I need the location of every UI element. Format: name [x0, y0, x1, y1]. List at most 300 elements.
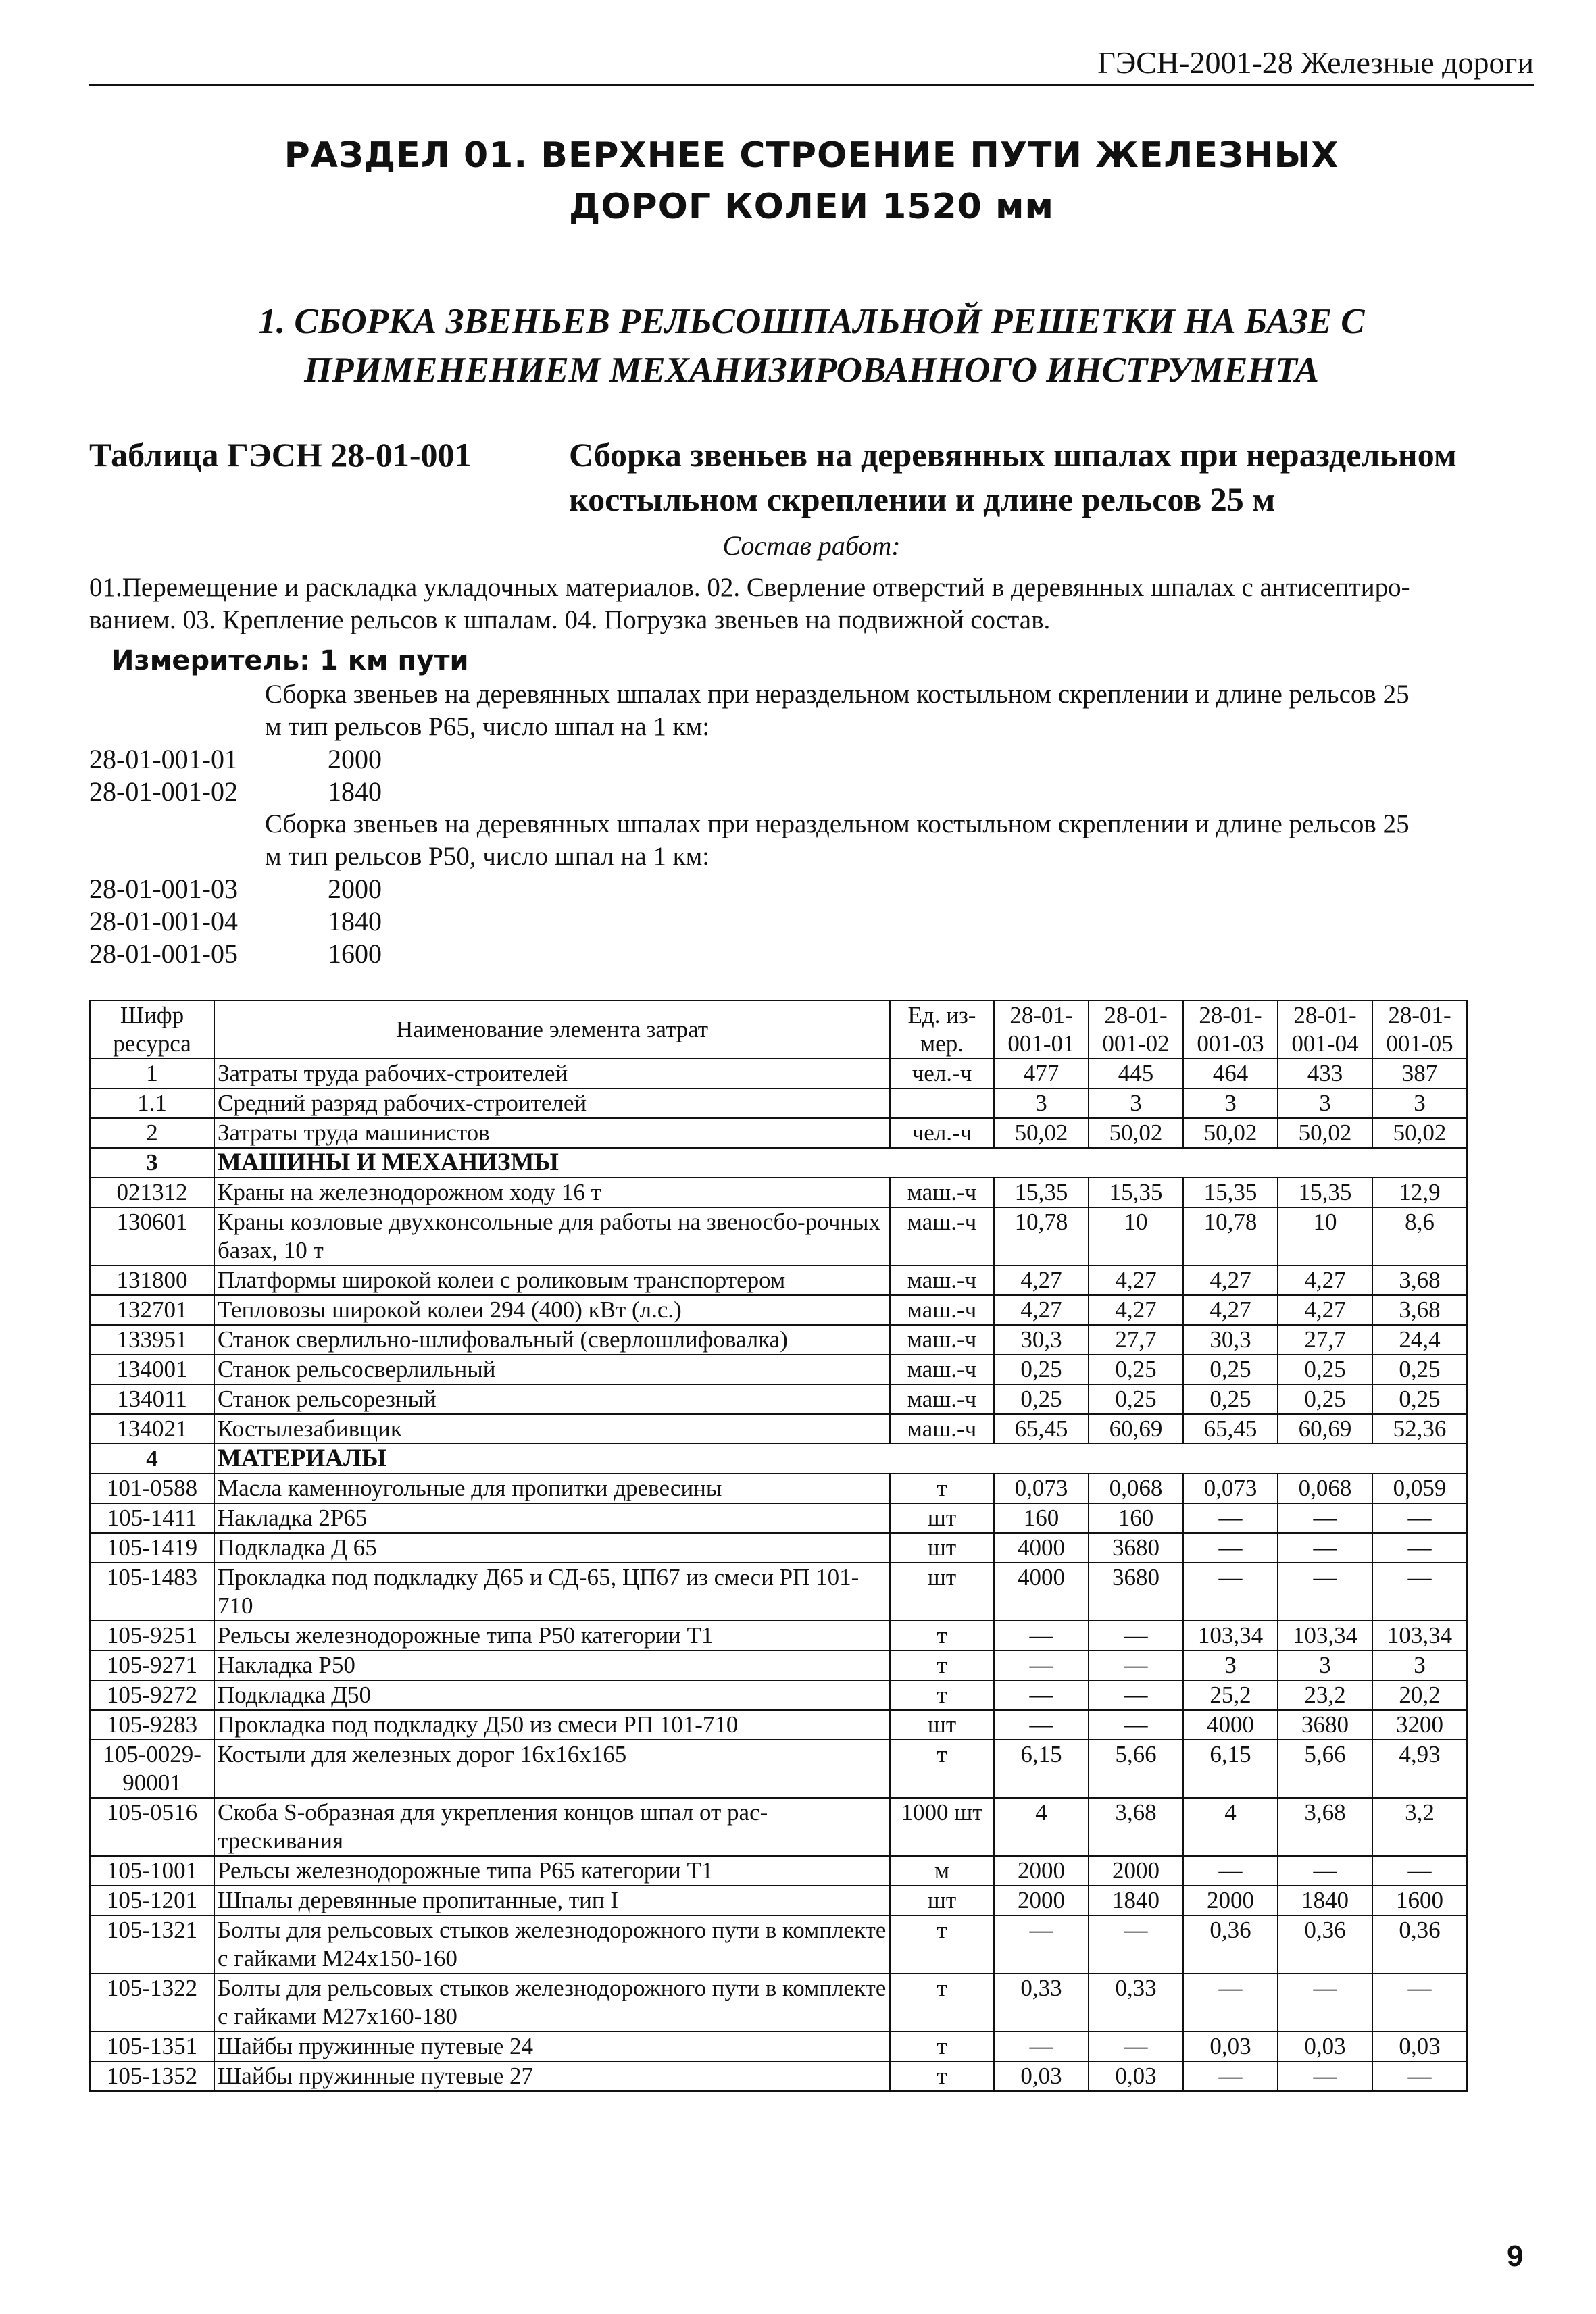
- norm-value-cell: 24,4: [1372, 1325, 1467, 1355]
- table-name-line: костыльном скреплении и длине рельсов 25 м: [569, 480, 1276, 518]
- header-norm-col: [1372, 1001, 1467, 1059]
- resource-code: 105-1001: [90, 1856, 214, 1886]
- norm-value-cell: 15,35: [1278, 1178, 1372, 1207]
- norm-value-cell: 4,27: [1089, 1295, 1183, 1325]
- norm-value-cell: 0,03: [1183, 2032, 1278, 2061]
- table-row: [90, 1740, 1467, 1798]
- resource-unit: т: [890, 1740, 994, 1798]
- norm-value-cell: 23,2: [1278, 1680, 1372, 1710]
- norm-value-cell: 2000: [1183, 1886, 1278, 1915]
- resource-name: Костылезабивщик: [214, 1414, 890, 1444]
- header-norm-line: 001-04: [1291, 1030, 1359, 1057]
- resource-unit: маш.-ч: [890, 1414, 994, 1444]
- subsection-title-line: ПРИМЕНЕНИЕМ МЕХАНИЗИРОВАННОГО ИНСТРУМЕНТА: [304, 351, 1319, 390]
- works-description: [89, 572, 1534, 636]
- norm-value-cell: 0,36: [1278, 1915, 1372, 1973]
- norm-value-cell: 0,33: [994, 1973, 1089, 2032]
- norm-value-cell: 27,7: [1278, 1325, 1372, 1355]
- norm-value-cell: 10: [1089, 1207, 1183, 1265]
- resource-unit: маш.-ч: [890, 1355, 994, 1384]
- resource-code: 105-9251: [90, 1621, 214, 1651]
- norm-group-description: [265, 678, 1534, 743]
- norm-value-cell: —: [1278, 1533, 1372, 1563]
- norm-value-cell: 0,25: [1278, 1355, 1372, 1384]
- resource-unit: т: [890, 2032, 994, 2061]
- works-line: ванием. 03. Крепление рельсов к шпалам. 04. Погрузка звеньев на подвижной состав.: [89, 605, 1051, 634]
- norm-value-cell: 15,35: [1183, 1178, 1278, 1207]
- resource-name: Накладка 2Р65: [214, 1503, 890, 1533]
- resource-unit: чел.-ч: [890, 1118, 994, 1148]
- resource-table: [89, 1000, 1468, 2092]
- running-head: ГЭСН-2001-28 Железные дороги: [89, 42, 1534, 86]
- norm-value-cell: 4,27: [994, 1295, 1089, 1325]
- norm-value-cell: —: [994, 1680, 1089, 1710]
- norm-value-cell: —: [1278, 2061, 1372, 2091]
- table-row: [90, 1059, 1467, 1088]
- norm-code: 28-01-001-04: [89, 906, 238, 936]
- norm-value-cell: —: [1372, 1533, 1467, 1563]
- resource-unit: шт: [890, 1503, 994, 1533]
- page-number: 9: [1507, 2240, 1524, 2273]
- table-name-line: Сборка звеньев на деревянных шпалах при нераздельном: [569, 436, 1457, 474]
- norm-value-cell: 4,27: [994, 1265, 1089, 1295]
- norm-value-cell: —: [1183, 1973, 1278, 2032]
- norm-value-cell: 2000: [1089, 1856, 1183, 1886]
- table-row: [90, 1973, 1467, 2032]
- norm-value-cell: 2000: [994, 1886, 1089, 1915]
- norm-value-cell: 0,03: [1372, 2032, 1467, 2061]
- norm-value-cell: 10,78: [1183, 1207, 1278, 1265]
- table-row: [90, 1533, 1467, 1563]
- norm-value-cell: 15,35: [1089, 1178, 1183, 1207]
- norm-value-cell: 3680: [1089, 1533, 1183, 1563]
- norm-value-cell: 3: [1089, 1088, 1183, 1118]
- section-title-line: ДОРОГ КОЛЕИ 1520 мм: [569, 186, 1054, 227]
- resource-unit: 1000 шт: [890, 1798, 994, 1856]
- norm-value-cell: 4,27: [1089, 1265, 1183, 1295]
- header-norm-line: 001-01: [1007, 1030, 1075, 1057]
- table-row: [90, 1414, 1467, 1444]
- table-row: [90, 1915, 1467, 1973]
- norm-value-cell: 0,25: [1089, 1384, 1183, 1414]
- norm-value-cell: —: [1183, 2061, 1278, 2091]
- resource-unit: т: [890, 1973, 994, 2032]
- norm-value-cell: 433: [1278, 1059, 1372, 1088]
- header-unit-line: мер.: [920, 1030, 964, 1057]
- norm-value-cell: 103,34: [1278, 1621, 1372, 1651]
- norm-value: 1600: [328, 938, 382, 969]
- norm-value-cell: 3: [1278, 1088, 1372, 1118]
- table-row: [90, 1886, 1467, 1915]
- table-row: [90, 1651, 1467, 1680]
- resource-name: Средний разряд рабочих-строителей: [214, 1088, 890, 1118]
- norm-value-cell: —: [1089, 1680, 1183, 1710]
- norm-value-cell: 12,9: [1372, 1178, 1467, 1207]
- resource-name: Рельсы железнодорожные типа Р50 категории Т1: [214, 1621, 890, 1651]
- table-row: [90, 1563, 1467, 1621]
- norm-value-cell: 3: [1183, 1651, 1278, 1680]
- norm-value-cell: 0,25: [1183, 1355, 1278, 1384]
- norm-value-cell: 3680: [1278, 1710, 1372, 1740]
- resource-unit: маш.-ч: [890, 1295, 994, 1325]
- norm-value-cell: 0,059: [1372, 1474, 1467, 1503]
- norm-value-cell: 387: [1372, 1059, 1467, 1088]
- resource-code: 021312: [90, 1178, 214, 1207]
- table-row: [90, 1325, 1467, 1355]
- norm-value-cell: 445: [1089, 1059, 1183, 1088]
- norm-code: 28-01-001-05: [89, 938, 238, 969]
- norm-value-cell: 477: [994, 1059, 1089, 1088]
- norm-value-cell: —: [1372, 2061, 1467, 2091]
- table-code: Таблица ГЭСН 28-01-001: [89, 436, 472, 474]
- resource-unit: шт: [890, 1886, 994, 1915]
- norm-group-line: м тип рельсов Р65, число шпал на 1 км:: [265, 712, 710, 741]
- norm-value-cell: 103,34: [1183, 1621, 1278, 1651]
- norm-value-cell: 3: [994, 1088, 1089, 1118]
- resource-code: 105-0516: [90, 1798, 214, 1856]
- norm-value-cell: 4000: [994, 1533, 1089, 1563]
- header-norm-line: 001-02: [1102, 1030, 1170, 1057]
- norm-value-cell: 0,03: [1089, 2061, 1183, 2091]
- norm-value-cell: 3: [1372, 1651, 1467, 1680]
- norm-value-cell: —: [994, 1710, 1089, 1740]
- resource-unit: маш.-ч: [890, 1178, 994, 1207]
- resource-unit: [890, 1088, 994, 1118]
- table-row: [90, 1384, 1467, 1414]
- norm-value-cell: 50,02: [1183, 1118, 1278, 1148]
- resource-name: Шайбы пружинные путевые 27: [214, 2061, 890, 2091]
- norm-value-cell: 65,45: [994, 1414, 1089, 1444]
- header-norm-line: 28-01-: [1104, 1002, 1168, 1028]
- norm-value: 2000: [328, 874, 382, 904]
- header-norm-line: 28-01-: [1293, 1002, 1357, 1028]
- resource-name: Болты для рельсовых стыков железнодорожного пути в комплекте с гайками М24х150-160: [214, 1915, 890, 1973]
- resource-code: 133951: [90, 1325, 214, 1355]
- table-row: [90, 2061, 1467, 2091]
- resource-name: Накладка Р50: [214, 1651, 890, 1680]
- header-norm-line: 001-05: [1386, 1030, 1453, 1057]
- norm-value-cell: 5,66: [1089, 1740, 1183, 1798]
- resource-code: 105-9272: [90, 1680, 214, 1710]
- resource-name: Масла каменноугольные для пропитки древесины: [214, 1474, 890, 1503]
- resource-unit: шт: [890, 1533, 994, 1563]
- header-norm-col: [1183, 1001, 1278, 1059]
- table-row: [90, 1798, 1467, 1856]
- norm-value-cell: 1840: [1278, 1886, 1372, 1915]
- norm-value-cell: 0,073: [994, 1474, 1089, 1503]
- resource-code: 105-9283: [90, 1710, 214, 1740]
- norm-value-cell: —: [994, 1621, 1089, 1651]
- norm-value-cell: 6,15: [994, 1740, 1089, 1798]
- resource-code: 131800: [90, 1265, 214, 1295]
- norm-value: 1840: [328, 906, 382, 936]
- table-header-row: [90, 1001, 1467, 1059]
- norm-value-cell: —: [1183, 1856, 1278, 1886]
- norm-value-cell: 3680: [1089, 1563, 1183, 1621]
- norm-value-cell: 60,69: [1278, 1414, 1372, 1444]
- norm-value-cell: —: [1089, 1621, 1183, 1651]
- norm-value-cell: —: [1372, 1563, 1467, 1621]
- norm-value-cell: 25,2: [1183, 1680, 1278, 1710]
- header-norm-line: 001-03: [1197, 1030, 1264, 1057]
- meter-label: Измеритель: 1 км пути: [111, 645, 469, 676]
- norm-value-cell: 5,66: [1278, 1740, 1372, 1798]
- norm-group-line: м тип рельсов Р50, число шпал на 1 км:: [265, 842, 710, 871]
- resource-code: 105-9271: [90, 1651, 214, 1680]
- norm-value-cell: 0,36: [1183, 1915, 1278, 1973]
- norm-value-cell: 4,27: [1183, 1295, 1278, 1325]
- table-body: [90, 1059, 1467, 2091]
- header-name: Наименование элемента затрат: [214, 1001, 890, 1059]
- norm-value-cell: 50,02: [994, 1118, 1089, 1148]
- resource-name: Рельсы железнодорожные типа Р65 категории Т1: [214, 1856, 890, 1886]
- norm-value: 1840: [328, 776, 382, 807]
- norm-value-cell: 0,073: [1183, 1474, 1278, 1503]
- norm-value-cell: 0,03: [1278, 2032, 1372, 2061]
- header-norm-line: 28-01-: [1388, 1002, 1451, 1028]
- norm-value-cell: —: [994, 1651, 1089, 1680]
- norm-value-cell: —: [1089, 1651, 1183, 1680]
- header-norm-line: 28-01-: [1009, 1002, 1073, 1028]
- table-row: [90, 1503, 1467, 1533]
- resource-name: Станок рельсосверлильный: [214, 1355, 890, 1384]
- norm-value-cell: 0,25: [1372, 1355, 1467, 1384]
- norm-value-cell: 60,69: [1089, 1414, 1183, 1444]
- norm-value-cell: —: [1183, 1563, 1278, 1621]
- header-norm-col: [1278, 1001, 1372, 1059]
- norm-value-cell: 0,25: [994, 1355, 1089, 1384]
- norm-value-cell: 3: [1372, 1088, 1467, 1118]
- resource-unit: маш.-ч: [890, 1384, 994, 1414]
- resource-unit: т: [890, 1621, 994, 1651]
- norm-value-cell: 3,68: [1089, 1798, 1183, 1856]
- norm-value-cell: 3200: [1372, 1710, 1467, 1740]
- norm-value-cell: 65,45: [1183, 1414, 1278, 1444]
- norm-value-cell: —: [994, 2032, 1089, 2061]
- resource-code: 105-1351: [90, 2032, 214, 2061]
- resource-name: Станок сверлильно-шлифовальный (сверлошлифовалка): [214, 1325, 890, 1355]
- table-row: [90, 1621, 1467, 1651]
- norm-value-cell: 50,02: [1278, 1118, 1372, 1148]
- norm-value-cell: 4000: [994, 1563, 1089, 1621]
- norm-value: 2000: [328, 744, 382, 774]
- table-row: [90, 1680, 1467, 1710]
- norm-value-cell: 4000: [1183, 1710, 1278, 1740]
- resource-code: 105-1483: [90, 1563, 214, 1621]
- works-label: Состав работ:: [722, 530, 901, 561]
- table-row: [90, 1474, 1467, 1503]
- table-row: [90, 1856, 1467, 1886]
- norm-value-cell: 0,33: [1089, 1973, 1183, 2032]
- resource-unit: т: [890, 2061, 994, 2091]
- resource-unit: шт: [890, 1710, 994, 1740]
- header-unit-line: Ед. из-: [907, 1002, 976, 1028]
- table-group-row: [90, 1148, 1467, 1178]
- norm-value-cell: 0,25: [1278, 1384, 1372, 1414]
- norm-value-cell: 0,25: [994, 1384, 1089, 1414]
- resource-code: 101-0588: [90, 1474, 214, 1503]
- norm-value-cell: 4,27: [1183, 1265, 1278, 1295]
- table-row: [90, 1295, 1467, 1325]
- norm-value-cell: —: [1278, 1856, 1372, 1886]
- table-row: [90, 2032, 1467, 2061]
- resource-name: Костыли для железных дорог 16x16x165: [214, 1740, 890, 1798]
- norm-value-cell: —: [1372, 1856, 1467, 1886]
- resource-code: 132701: [90, 1295, 214, 1325]
- resource-code: 134011: [90, 1384, 214, 1414]
- norm-value-cell: 0,36: [1372, 1915, 1467, 1973]
- norm-value-cell: 0,25: [1183, 1384, 1278, 1414]
- resource-name: Скоба S-образная для укрепления концов шпал от рас-трескивания: [214, 1798, 890, 1856]
- norm-value-cell: 8,6: [1372, 1207, 1467, 1265]
- table-row: [90, 1088, 1467, 1118]
- norm-value-cell: 3,68: [1372, 1295, 1467, 1325]
- resource-name: Прокладка под подкладку Д65 и СД-65, ЦП67 из смеси РП 101-710: [214, 1563, 890, 1621]
- norm-value-cell: —: [1278, 1503, 1372, 1533]
- norm-code: 28-01-001-03: [89, 874, 238, 904]
- resource-code: 105-1321: [90, 1915, 214, 1973]
- header-code-line: ресурса: [113, 1030, 191, 1057]
- norm-value-cell: 30,3: [994, 1325, 1089, 1355]
- table-group-row: [90, 1444, 1467, 1474]
- norm-value-cell: 160: [994, 1503, 1089, 1533]
- resource-code: 1: [90, 1059, 214, 1088]
- norm-value-cell: 3,68: [1278, 1798, 1372, 1856]
- table-row: [90, 1355, 1467, 1384]
- norm-value-cell: 3,2: [1372, 1798, 1467, 1856]
- norm-value-cell: 15,35: [994, 1178, 1089, 1207]
- resource-unit: т: [890, 1651, 994, 1680]
- norm-value-cell: —: [1089, 2032, 1183, 2061]
- resource-code: 4: [90, 1444, 214, 1474]
- resource-name: Прокладка под подкладку Д50 из смеси РП 101-710: [214, 1710, 890, 1740]
- norm-value-cell: —: [1278, 1973, 1372, 2032]
- resource-code: 1.1: [90, 1088, 214, 1118]
- norm-value-cell: —: [1372, 1973, 1467, 2032]
- resource-unit: т: [890, 1680, 994, 1710]
- norm-value-cell: 0,25: [1372, 1384, 1467, 1414]
- resource-name: Подкладка Д50: [214, 1680, 890, 1710]
- norm-value-cell: 2000: [994, 1856, 1089, 1886]
- resource-name: Шпалы деревянные пропитанные, тип I: [214, 1886, 890, 1915]
- section-title-line: РАЗДЕЛ 01. ВЕРХНЕЕ СТРОЕНИЕ ПУТИ ЖЕЛЕЗНЫХ: [284, 135, 1339, 176]
- norm-value-cell: 0,03: [994, 2061, 1089, 2091]
- works-line: 01.Перемещение и раскладка укладочных материалов. 02. Сверление отверстий в деревянных шпалах с антисептиро-: [89, 573, 1410, 602]
- header-code: [90, 1001, 214, 1059]
- norm-value-cell: 3: [1278, 1651, 1372, 1680]
- subsection-title: [89, 297, 1534, 395]
- norm-value-cell: 4,27: [1278, 1265, 1372, 1295]
- resource-code: 134001: [90, 1355, 214, 1384]
- resource-unit: т: [890, 1915, 994, 1973]
- norm-value-cell: 6,15: [1183, 1740, 1278, 1798]
- norm-value-cell: 4,93: [1372, 1740, 1467, 1798]
- norm-value-cell: 30,3: [1183, 1325, 1278, 1355]
- header-code-line: Шифр: [120, 1002, 184, 1028]
- norm-value-cell: —: [994, 1915, 1089, 1973]
- resource-name: Затраты труда машинистов: [214, 1118, 890, 1148]
- table-name: [569, 432, 1534, 522]
- norm-value-cell: —: [1372, 1503, 1467, 1533]
- norm-value-cell: 20,2: [1372, 1680, 1467, 1710]
- header-norm-col: [1089, 1001, 1183, 1059]
- norm-code: 28-01-001-01: [89, 744, 238, 774]
- norm-value-cell: 0,068: [1089, 1474, 1183, 1503]
- norm-code: 28-01-001-02: [89, 776, 238, 807]
- norm-group-line: Сборка звеньев на деревянных шпалах при нераздельном костыльном скреплении и длине рельсов 25: [265, 680, 1410, 709]
- norm-value-cell: 3: [1183, 1088, 1278, 1118]
- norm-value-cell: 50,02: [1089, 1118, 1183, 1148]
- resource-code: 105-1411: [90, 1503, 214, 1533]
- norm-value-cell: 4,27: [1278, 1295, 1372, 1325]
- resource-unit: м: [890, 1856, 994, 1886]
- norm-value-cell: 4: [1183, 1798, 1278, 1856]
- table-row: [90, 1118, 1467, 1148]
- norm-value-cell: 52,36: [1372, 1414, 1467, 1444]
- resource-code: 105-1201: [90, 1886, 214, 1915]
- resource-unit: т: [890, 1474, 994, 1503]
- resource-name: Подкладка Д 65: [214, 1533, 890, 1563]
- table-row: [90, 1710, 1467, 1740]
- table-row: [90, 1178, 1467, 1207]
- norm-group-description: [265, 808, 1534, 873]
- norm-value-cell: 160: [1089, 1503, 1183, 1533]
- resource-name: Шайбы пружинные путевые 24: [214, 2032, 890, 2061]
- norm-value-cell: 0,25: [1089, 1355, 1183, 1384]
- header-norm-line: 28-01-: [1199, 1002, 1262, 1028]
- resource-code: 105-1352: [90, 2061, 214, 2091]
- norm-value-cell: —: [1089, 1915, 1183, 1973]
- norm-value-cell: 464: [1183, 1059, 1278, 1088]
- norm-value-cell: 103,34: [1372, 1621, 1467, 1651]
- norm-value-cell: 27,7: [1089, 1325, 1183, 1355]
- resource-code: 130601: [90, 1207, 214, 1265]
- resource-code: 105-1419: [90, 1533, 214, 1563]
- resource-unit: маш.-ч: [890, 1265, 994, 1295]
- group-name: МАТЕРИАЛЫ: [214, 1444, 1467, 1474]
- resource-name: Краны на железнодорожном ходу 16 т: [214, 1178, 890, 1207]
- norm-value-cell: 3,68: [1372, 1265, 1467, 1295]
- norm-value-cell: —: [1183, 1533, 1278, 1563]
- resource-name: Тепловозы широкой колеи 294 (400) кВт (л.с.): [214, 1295, 890, 1325]
- header-unit: [890, 1001, 994, 1059]
- norm-value-cell: —: [1183, 1503, 1278, 1533]
- table-row: [90, 1265, 1467, 1295]
- norm-value-cell: 10: [1278, 1207, 1372, 1265]
- resource-code: 3: [90, 1148, 214, 1178]
- norm-value-cell: 4: [994, 1798, 1089, 1856]
- subsection-title-line: 1. СБОРКА ЗВЕНЬЕВ РЕЛЬСОШПАЛЬНОЙ РЕШЕТКИ НА БАЗЕ С: [258, 302, 1365, 341]
- table-row: [90, 1207, 1467, 1265]
- resource-name: Краны козловые двухконсольные для работы на звеносбо-рочных базах, 10 т: [214, 1207, 890, 1265]
- group-name: МАШИНЫ И МЕХАНИЗМЫ: [214, 1148, 1467, 1178]
- norm-value-cell: 1600: [1372, 1886, 1467, 1915]
- resource-code: 2: [90, 1118, 214, 1148]
- norm-group-line: Сборка звеньев на деревянных шпалах при нераздельном костыльном скреплении и длине рельсов 25: [265, 809, 1410, 838]
- norm-value-cell: —: [1089, 1710, 1183, 1740]
- resource-name: Затраты труда рабочих-строителей: [214, 1059, 890, 1088]
- norm-value-cell: 50,02: [1372, 1118, 1467, 1148]
- section-title: [89, 130, 1534, 232]
- resource-unit: маш.-ч: [890, 1325, 994, 1355]
- resource-code: 105-1322: [90, 1973, 214, 2032]
- norm-value-cell: 0,068: [1278, 1474, 1372, 1503]
- resource-unit: шт: [890, 1563, 994, 1621]
- resource-code: 134021: [90, 1414, 214, 1444]
- norm-value-cell: 10,78: [994, 1207, 1089, 1265]
- resource-code: 105-0029-90001: [90, 1740, 214, 1798]
- resource-unit: маш.-ч: [890, 1207, 994, 1265]
